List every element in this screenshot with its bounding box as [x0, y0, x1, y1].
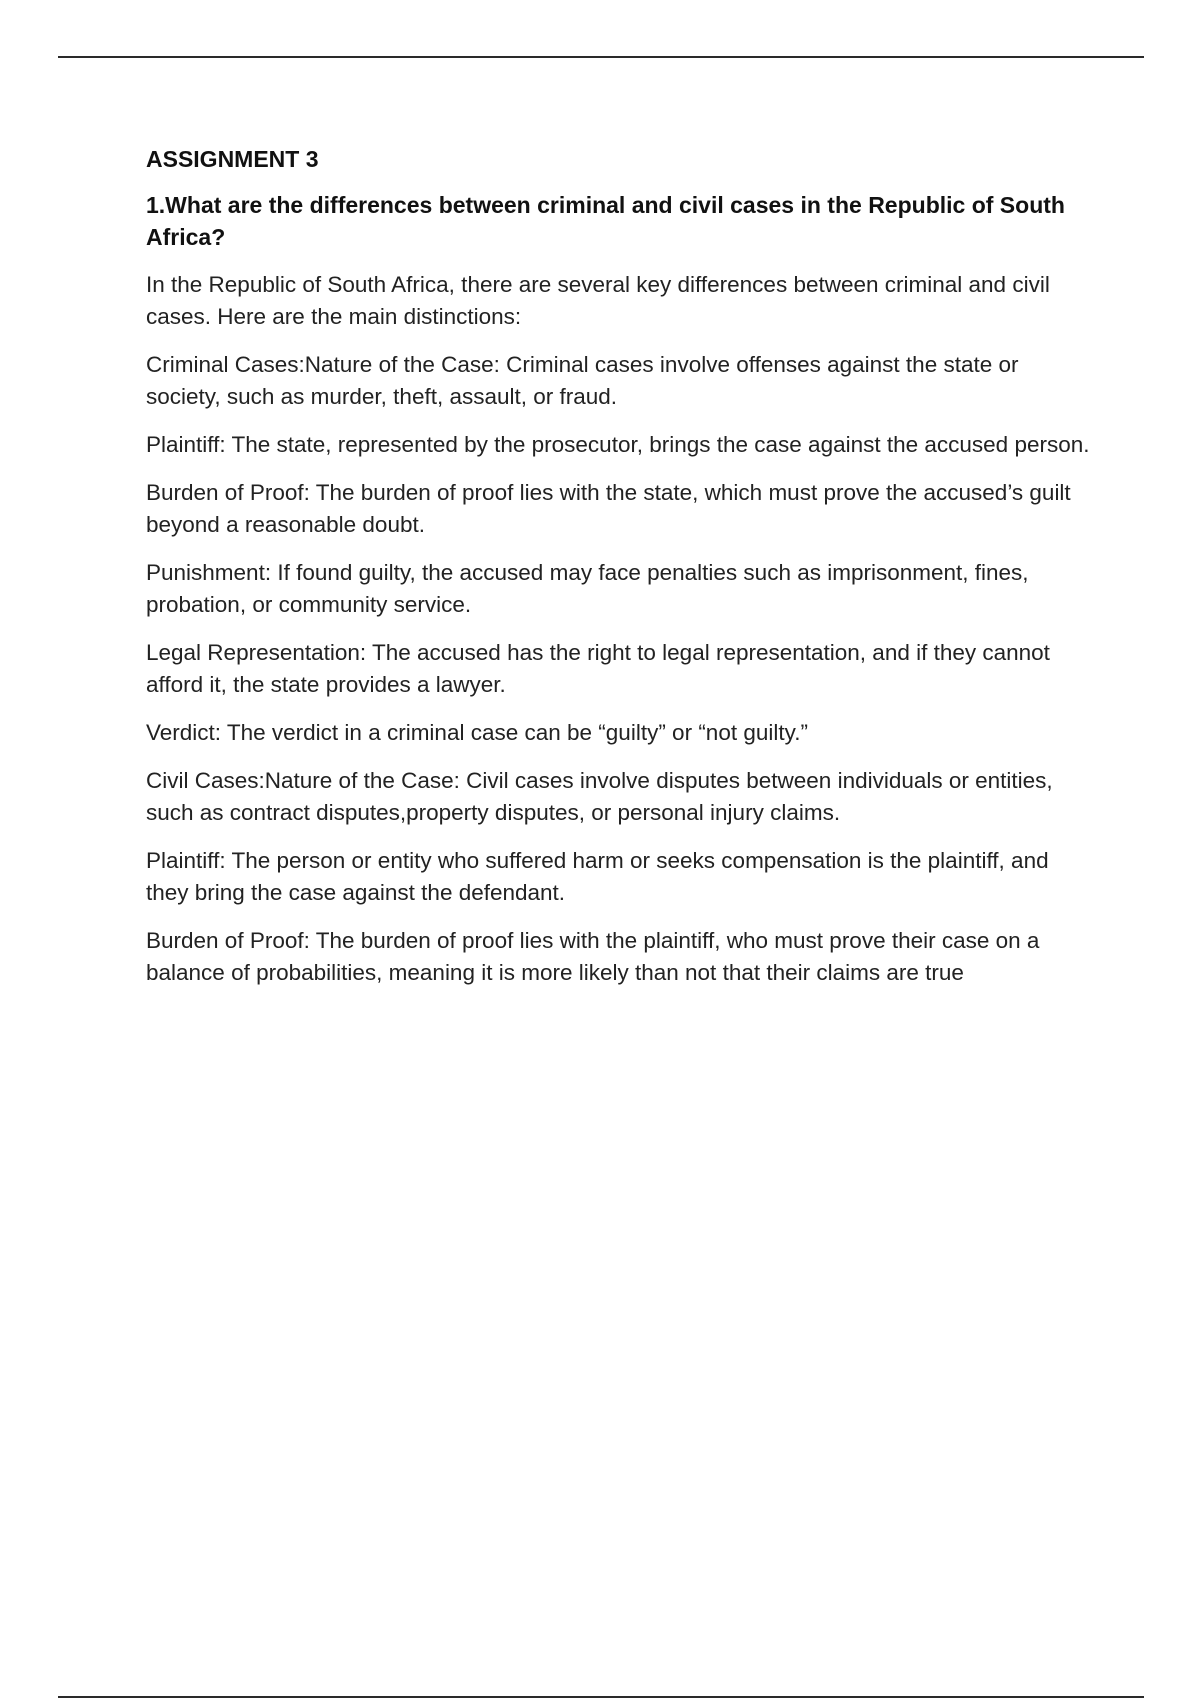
bottom-rule: [58, 1696, 1144, 1698]
paragraph-civil-plaintiff: Plaintiff: The person or entity who suffered harm or seeks compensation is the plaintiff, and they bring the case against the defendant.: [146, 848, 1049, 905]
document-body: [146, 143, 1096, 1005]
assignment-title: ASSIGNMENT 3: [146, 146, 319, 172]
top-rule: [58, 56, 1144, 58]
paragraph-civil-burden: Burden of Proof: The burden of proof lies with the plaintiff, who must prove their case on a balance of probabilities, meaning it is more likely than not that their claims are true: [146, 928, 1040, 985]
question-heading: 1.What are the differences between criminal and civil cases in the Republic of South Africa?: [146, 192, 1065, 250]
paragraph-intro: In the Republic of South Africa, there are several key differences between criminal and civil cases. Here are the main distinctions:: [146, 272, 1050, 329]
paragraph-criminal-punishment: Punishment: If found guilty, the accused may face penalties such as imprisonment, fines, probation, or community service.: [146, 560, 1029, 617]
paragraph-civil-nature: Civil Cases:Nature of the Case: Civil cases involve disputes between individuals or entities, such as contract disputes,property disputes, or personal injury claims.: [146, 768, 1053, 825]
paragraph-criminal-burden: Burden of Proof: The burden of proof lies with the state, which must prove the accused’s guilt beyond a reasonable doubt.: [146, 480, 1071, 537]
paragraph-criminal-nature: Criminal Cases:Nature of the Case: Criminal cases involve offenses against the state or society, such as murder, theft, assault, or fraud.: [146, 352, 1019, 409]
paragraph-criminal-representation: Legal Representation: The accused has the right to legal representation, and if they cannot afford it, the state provides a lawyer.: [146, 640, 1050, 697]
paragraph-criminal-verdict: Verdict: The verdict in a criminal case can be “guilty” or “not guilty.”: [146, 720, 808, 745]
paragraph-criminal-plaintiff: Plaintiff: The state, represented by the prosecutor, brings the case against the accused person.: [146, 432, 1090, 457]
